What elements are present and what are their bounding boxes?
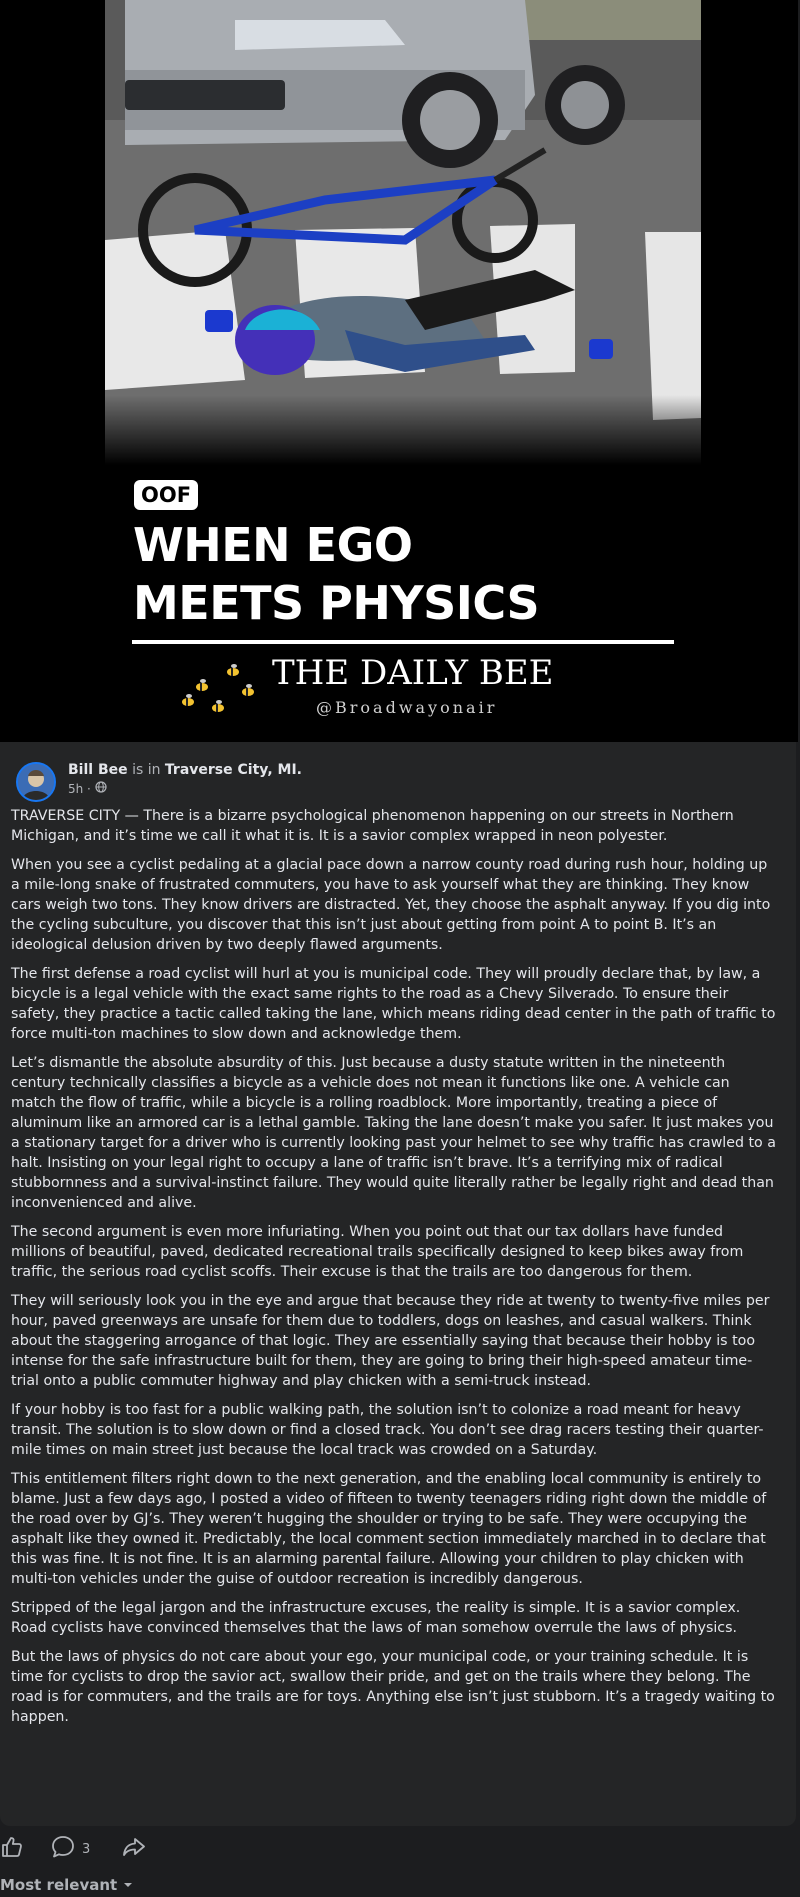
thumbs-up-icon — [0, 1835, 24, 1863]
paragraph: Stripped of the legal jargon and the infrastructure excuses, the reality is simple. It is a savior complex. Road cyclists have convinced themselves that the laws of man somehow overrule the laws of physics. — [11, 1600, 741, 1636]
comment-count: 3 — [82, 1841, 91, 1857]
author-avatar[interactable] — [16, 762, 56, 802]
paragraph: TRAVERSE CITY — There is a bizarre psychological phenomenon happening on our streets in Northern Michigan, and it’s time we call it what it is. It is a savior complex wrapped in neon polyester. — [11, 808, 734, 844]
paragraph: The second argument is even more infuriating. When you point out that our tax dollars have funded millions of beautiful, paved, dedicated recreational trails specifically designed to keep bikes away from traffic, the serious road cyclist scoffs. Their excuse is that the trails are too dangerous for them. — [11, 1224, 744, 1280]
location-link[interactable]: Traverse City, MI. — [164, 762, 302, 778]
paragraph: When you see a cyclist pedaling at a glacial pace down a narrow county road during rush hour, holding up a mile-long snake of frustrated commuters, you have to ask yourself what they are thinking. They know cars weigh two tons. They know drivers are distracted. Yet, they choose the asphalt anyway. If you dig into the cycling subculture, you discover that this isn’t just about getting from point A to point B. It’s an ideological delusion driven by two deeply flawed arguments. — [11, 857, 771, 953]
brand-handle: @Broadwayonair — [316, 698, 498, 717]
image-headline: WHEN EGO MEETS PHYSICS — [133, 518, 540, 630]
post-image[interactable] — [0, 0, 798, 742]
location-prefix: is in — [132, 762, 161, 778]
sort-label: Most relevant — [0, 1876, 118, 1894]
paragraph: This entitlement filters right down to the next generation, and the enabling local community is entirely to blame. Just a few days ago, I posted a video of fifteen to twenty teenagers riding right down the middle of the road over by GJ’s. They weren’t hugging the shoulder or trying to be safe. They were occupying the asphalt like they owned it. Predictably, the local comment section immediately marched in to declare that this was fine. It is not fine. It is an alarming parental failure. Allowing your children to play chicken with multi-ton vehicles under the guise of outdoor recreation is incredibly dangerous. — [11, 1471, 767, 1587]
comment-sort-dropdown[interactable] — [0, 1876, 133, 1894]
post-time[interactable]: 5h · — [68, 782, 91, 796]
author-name[interactable]: Bill Bee — [68, 762, 128, 778]
share-button[interactable] — [121, 1834, 147, 1864]
bee-icon — [178, 660, 258, 720]
photo-fade — [105, 395, 701, 465]
comment-icon — [50, 1834, 76, 1864]
globe-icon — [95, 781, 107, 797]
post-actions — [0, 1834, 200, 1864]
paragraph: But the laws of physics do not care about your ego, your municipal code, or your training schedule. It is time for cyclists to drop the savior act, swallow their pride, and get on the trails where they belong. The road is for commuters, and the trails are for toys. Anything else isn’t just stubborn. It’s a tragedy waiting to happen. — [11, 1649, 775, 1725]
paragraph: They will seriously look you in the eye and argue that because they ride at twenty to twenty-five miles per hour, paved greenways are unsafe for them due to toddlers, dogs on leashes, and casual walkers. Think about the staggering arrogance of that logic. They are essentially saying that because their hobby is too intense for the safe infrastructure built for them, they are going to bring their high-speed amateur time-trial onto a public commuter highway and play chicken with a semi-truck instead. — [11, 1293, 770, 1389]
chevron-down-icon — [123, 1876, 133, 1894]
paragraph: Let’s dismantle the absolute absurdity of this. Just because a dusty statute written in the nineteenth century technically classifies a bicycle as a vehicle does not mean it functions like one. A vehicle can match the flow of traffic, while a bicycle is a rolling roadblock. More importantly, treating a piece of aluminum like an armored car is a lethal gamble. Taking the lane doesn’t make you safer. It just makes you a stationary target for a driver who is currently looking past your helmet to see why traffic has crawled to a halt. Insisting on your legal right to occupy a lane of traffic isn’t brave. It’s a terrifying mix of radical stubbornness and a survival-instinct failure. They would quite literally rather be legally right and dead than inconvenienced and alive. — [11, 1055, 776, 1211]
post-body — [11, 806, 779, 1736]
post-meta — [68, 781, 107, 797]
comment-button[interactable] — [50, 1834, 90, 1864]
paragraph: If your hobby is too fast for a public walking path, the solution isn’t to colonize a road meant for heavy transit. The solution is to slow down or find a closed track. You don’t see drag racers testing their quarter-mile times on main street just because the local track was crowded on a Saturday. — [11, 1402, 764, 1458]
headline-divider — [132, 640, 674, 644]
paragraph: The first defense a road cyclist will hurl at you is municipal code. They will proudly declare that, by law, a bicycle is a legal vehicle with the exact same rights to the road as a Chevy Silverado. To ensure their safety, they practice a tactic called taking the lane, which means riding dead center in the path of traffic to force multi-ton machines to slow down and acknowledge them. — [11, 966, 776, 1042]
like-button[interactable] — [0, 1834, 24, 1864]
oof-badge: OOF — [134, 480, 198, 510]
post-header — [68, 761, 302, 779]
brand-name: THE DAILY BEE — [272, 653, 554, 693]
share-icon — [121, 1834, 147, 1864]
